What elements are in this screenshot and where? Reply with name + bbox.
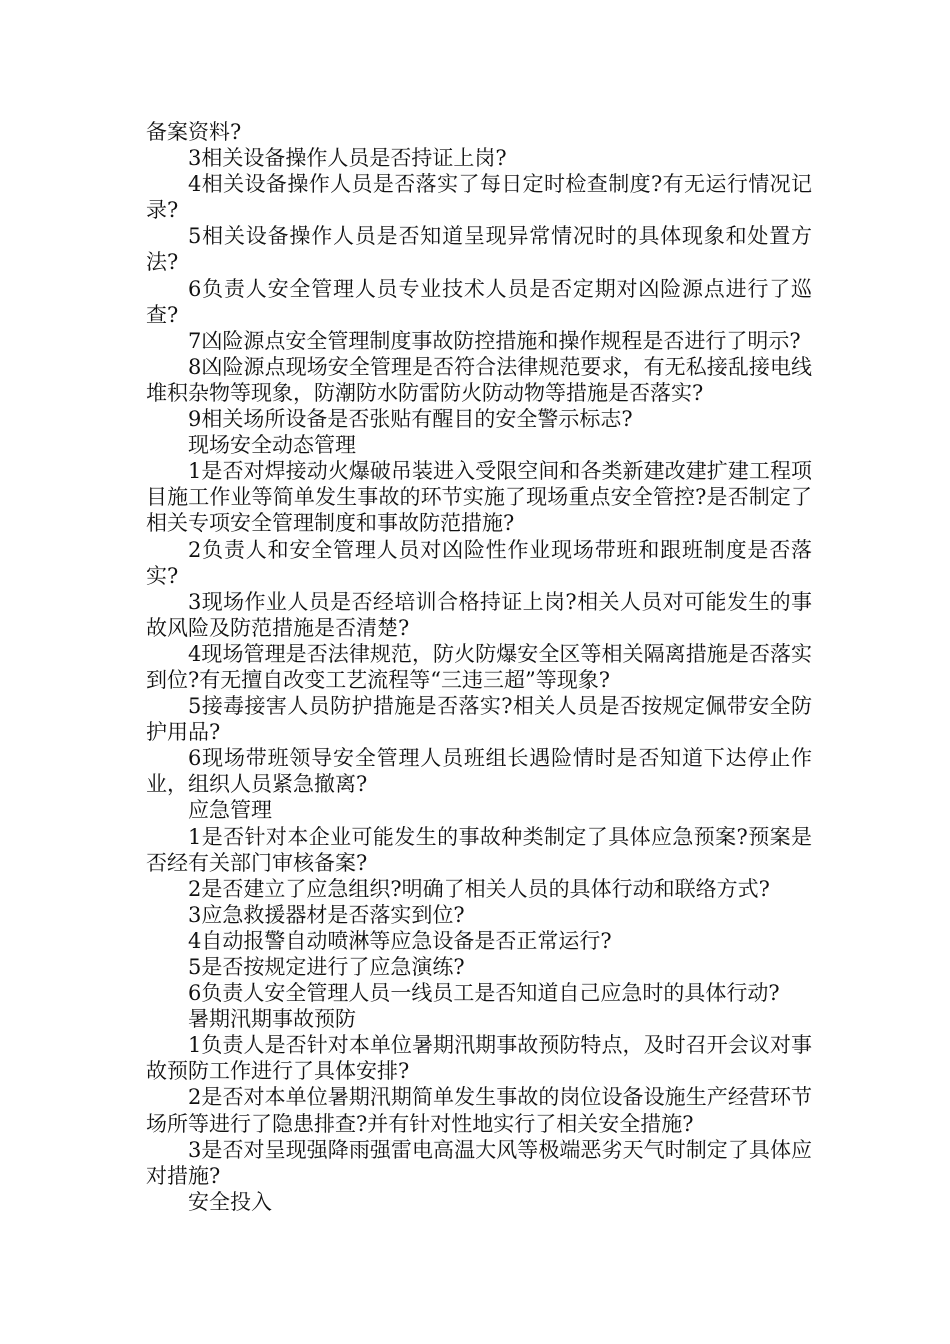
paragraph: 2是否建立了应急组织?明确了相关人员的具体行动和联络方式? [188, 876, 770, 901]
paragraph: 7凶险源点安全管理制度事故防控措施和操作规程是否进行了明示? [188, 328, 801, 353]
paragraph: 4自动报警自动喷淋等应急设备是否正常运行? [188, 928, 612, 953]
paragraph: 6负责人安全管理人员专业技术人员是否定期对凶险源点进行了巡查? [146, 276, 812, 327]
paragraph: 1负责人是否针对本单位暑期汛期事故预防特点，及时召开会议对事故预防工作进行了具体安排? [146, 1033, 812, 1084]
paragraph: 3相关设备操作人员是否持证上岗? [188, 146, 507, 171]
paragraph: 3是否对呈现强降雨强雷电高温大风等极端恶劣天气时制定了具体应对措施? [146, 1137, 812, 1188]
paragraph: 3现场作业人员是否经培训合格持证上岗?相关人员对可能发生的事故风险及防范措施是否清楚? [146, 589, 812, 640]
paragraph: 备案资料? [146, 120, 242, 144]
paragraph: 1是否针对本企业可能发生的事故种类制定了具体应急预案?预案是否经有关部门审核备案? [146, 824, 812, 875]
paragraph: 6现场带班领导安全管理人员班组长遇险情时是否知道下达停止作业，组织人员紧急撤离? [146, 746, 812, 797]
paragraph: 5是否按规定进行了应急演练? [188, 955, 465, 979]
paragraph: 5接毒接害人员防护措施是否落实?相关人员是否按规定佩带安全防护用品? [146, 694, 812, 745]
paragraph: 6负责人安全管理人员一线员工是否知道自己应急时的具体行动? [188, 981, 780, 1006]
paragraph: 1是否对焊接动火爆破吊装进入受限空间和各类新建改建扩建工程项目施工作业等简单发生事故的环节实施了现场重点安全管控?是否制定了相关专项安全管理制度和事故防范措施? [146, 459, 812, 536]
paragraph: 2是否对本单位暑期汛期简单发生事故的岗位设备设施生产经营环节场所等进行了隐患排查?并有针对性地实行了相关安全措施? [146, 1085, 812, 1136]
document-body [146, 119, 812, 1215]
section-heading: 安全投入 [188, 1189, 272, 1214]
section-heading: 应急管理 [188, 798, 272, 823]
paragraph: 2负责人和安全管理人员对凶险性作业现场带班和跟班制度是否落实? [146, 537, 812, 588]
paragraph: 8凶险源点现场安全管理是否符合法律规范要求，有无私接乱接电线堆积杂物等现象，防潮防水防雷防火防动物等措施是否落实? [146, 354, 812, 405]
paragraph: 5相关设备操作人员是否知道呈现异常情况时的具体现象和处置方法? [146, 224, 812, 275]
section-heading: 暑期汛期事故预防 [188, 1007, 356, 1032]
paragraph: 9相关场所设备是否张贴有醒目的安全警示标志? [188, 407, 633, 432]
section-heading: 现场安全动态管理 [188, 433, 356, 458]
paragraph: 4相关设备操作人员是否落实了每日定时检查制度?有无运行情况记录? [146, 172, 812, 223]
paragraph: 4现场管理是否法律规范，防火防爆安全区等相关隔离措施是否落实到位?有无擅自改变工艺流程等“三违三超”等现象? [146, 641, 812, 692]
paragraph: 3应急救援器材是否落实到位? [188, 902, 465, 927]
